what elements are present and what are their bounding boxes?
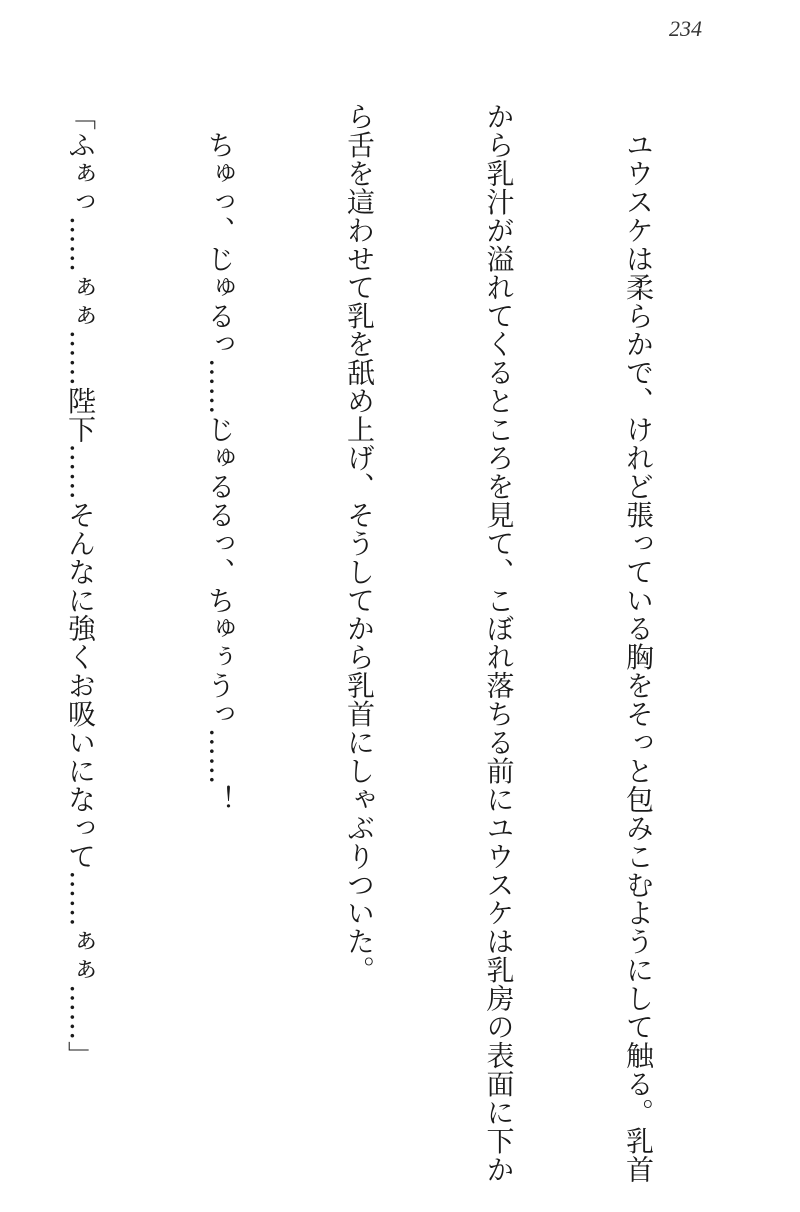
text-line: ちゅっ、じゅるっ……じゅるるっ、ちゅぅうっ……！ <box>203 102 237 814</box>
page-number: 234 <box>669 16 702 41</box>
text-line: ら舌を這わせて乳を舐め上げ、そうしてから乳首にしゃぶりついた。 <box>343 102 376 984</box>
text-line: ユウスケは柔らかで、けれど張っている胸をそっと包みこむようにして触る。乳首 <box>622 102 655 1184</box>
text-line: から乳汁が溢れてくるところを見て、こぼれ落ちる前にユウスケは乳房の表面に下か <box>482 102 516 1184</box>
body-text <box>0 102 754 1184</box>
text-line: 「ふぁっ……ぁぁ……陛下……そんなに強くお吸いになって……ぁぁ……」 <box>64 102 97 1070</box>
